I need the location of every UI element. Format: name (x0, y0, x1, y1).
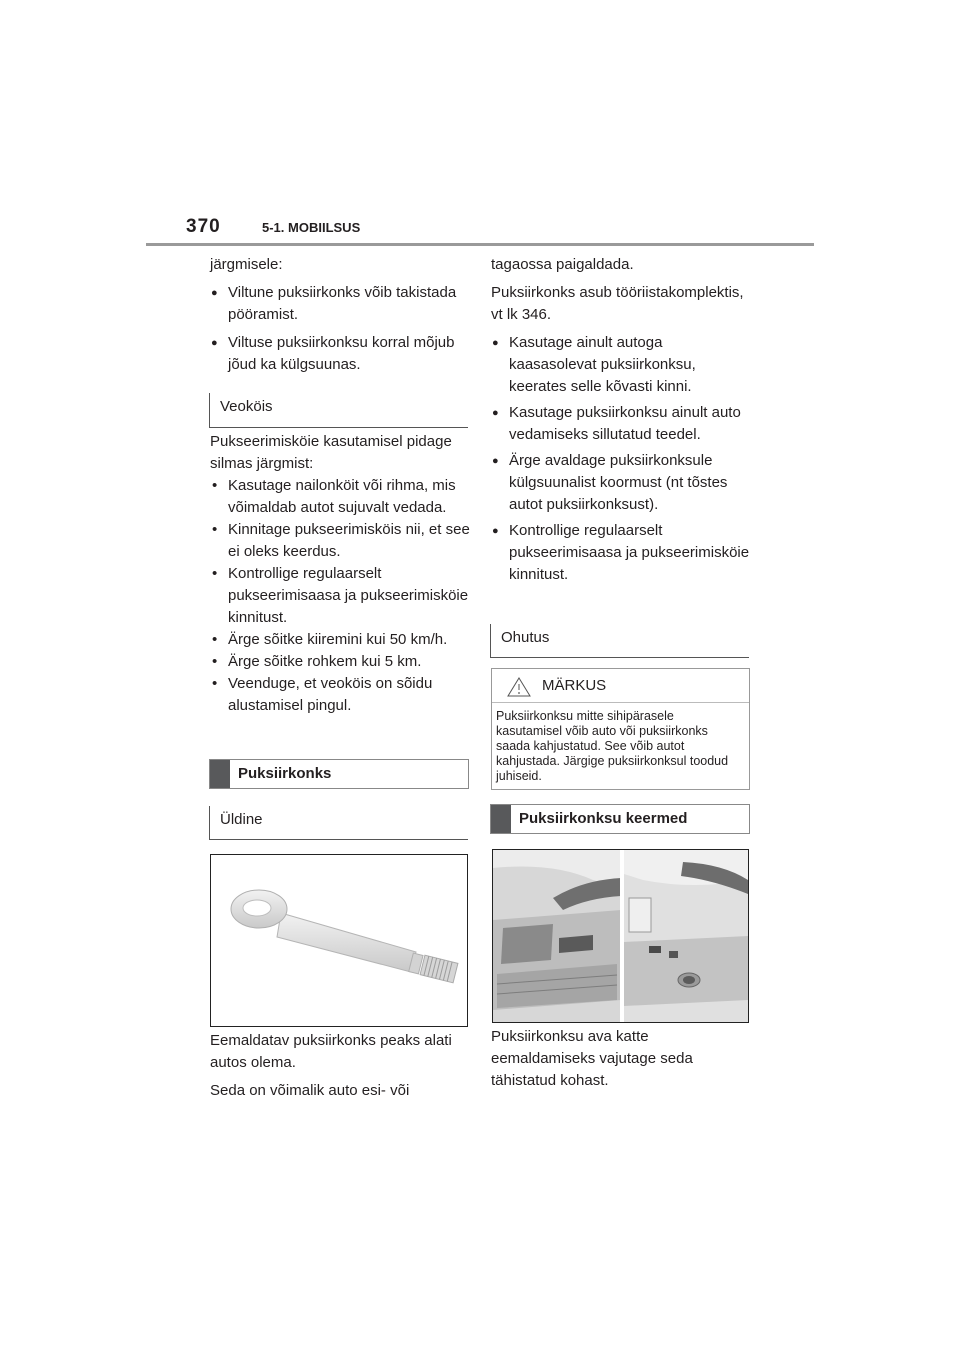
note-header (492, 669, 749, 703)
left-bullet-2: ● Viltuse puksiirkonksu korral mõjub jõud ka külgsuunas. (210, 332, 472, 376)
header-rule (146, 243, 814, 246)
tow-hook-image (210, 854, 468, 1027)
keermed-heading-text: Puksiirkonksu keermed (519, 810, 688, 827)
right-bottom-text (491, 1026, 753, 1092)
right-bullet-4: ● Kontrollige regulaarselt pukseerimisaasa ja pukseerimisköie kinnitust. (491, 520, 753, 586)
uldine-subheading (209, 806, 468, 840)
dot-item-1: • Kasutage nailonköit või rihma, mis võimaldab autot sujuvalt vedada. (210, 475, 472, 519)
right-bullet-3: ● Ärge avaldage puksiirkonksule külgsuunalist koormust (nt tõstes autot puksiirkonksust). (491, 450, 753, 516)
dot-item-2: • Kinnitage pukseerimisköis nii, et see ei oleks keerdus. (210, 519, 472, 563)
page-number: 370 (186, 216, 221, 237)
right-bullet-2: ● Kasutage puksiirkonksu ainult auto vedamiseks sillutatud teedel. (491, 402, 753, 446)
left-top-text (210, 254, 472, 376)
note-text: Puksiirkonksu mitte sihipärasele kasutamisel võib auto või puksiirkonks saada kahjustatud. See võib autot kahjustada. Järgige puksiirkonksul toodud juhiseid. (496, 709, 729, 783)
heading-marker (491, 805, 511, 833)
bumper-illustration (493, 850, 748, 1022)
veokois-text (210, 431, 472, 717)
dot-item-6: • Veenduge, et veoköis on sõidu alustamisel pingul. (210, 673, 472, 717)
left-intro: järgmisele: (210, 256, 283, 273)
right-para-3: Puksiirkonksu ava katte eemaldamiseks vajutage seda tähistatud kohast. (491, 1028, 693, 1089)
bumper-image (492, 849, 749, 1023)
right-para-2: Puksiirkonks asub tööriistakomplektis, vt lk 346. (491, 284, 744, 323)
uldine-heading-text: Üldine (220, 811, 263, 828)
dot-item-3: • Kontrollige regulaarselt pukseerimisaasa ja pukseerimisköie kinnitust. (210, 563, 472, 629)
dot-item-5: • Ärge sõitke rohkem kui 5 km. (210, 651, 472, 673)
puksiirkonks-heading-text: Puksiirkonks (238, 765, 332, 782)
note-box (491, 668, 750, 790)
left-para-2: Seda on võimalik auto esi- või (210, 1082, 410, 1099)
keermed-heading (490, 804, 750, 834)
veokois-subheading (209, 393, 468, 428)
section-title: 5-1. MOBIILSUS (262, 220, 361, 235)
ohutus-heading-text: Ohutus (501, 629, 550, 646)
veokois-intro: Pukseerimisköie kasutamisel pidage silmas järgmist: (210, 433, 452, 472)
left-para-1: Eemaldatav puksiirkonks peaks alati autos olema. (210, 1032, 452, 1071)
veokois-heading-text: Veoköis (220, 398, 273, 415)
right-top-text (491, 254, 753, 586)
left-bottom-text (210, 1030, 472, 1102)
ohutus-subheading (490, 624, 749, 658)
right-bullet-1: ● Kasutage ainult autoga kaasasolevat puksiirkonksu, keerates selle kõvasti kinni. (491, 332, 753, 398)
tow-hook-illustration (211, 855, 467, 1026)
note-title: MÄRKUS (542, 677, 607, 694)
dot-item-4: • Ärge sõitke kiiremini kui 50 km/h. (210, 629, 472, 651)
left-bullet-1: ● Viltune puksiirkonks võib takistada pööramist. (210, 282, 472, 326)
warning-triangle-icon (506, 676, 532, 698)
right-para-1: tagaossa paigaldada. (491, 256, 634, 273)
puksiirkonks-heading (209, 759, 469, 789)
heading-marker (210, 760, 230, 788)
